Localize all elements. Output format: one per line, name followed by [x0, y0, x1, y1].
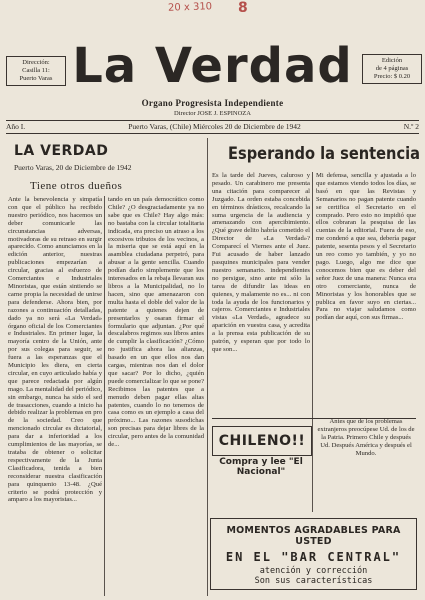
side-note: Antes que de los problemas extranjeros preocúpese Ud. de los de la Patria. Primero Chile y después Ud. Después América y después el Mundo.: [317, 418, 415, 457]
column-divider: [104, 196, 105, 596]
right-heading: Esperando la sentencia: [228, 144, 421, 164]
handwritten-mark: 8: [238, 0, 248, 16]
right-column-1: Es la tarde del Jueves, caluroso y pesado. Un carabinero me presenta una citación para comparecer al Juzgado. La orden estaba concebida en términos drásticos, recalcando la suma urgencia de la audiencia y amenazando con apercibimiento. ¿Qué grave delito habría cometido el Director de «La Verdad»? Comparecí el Viernes ante el Juez. Fui acusado de haber lanzado pasquines municipales para vender nuestro semanario. independientes no persigue, sino ante mi sólo la tarea de difundir las ideas en quienes, y malamente no es... ni con toda la ayuda de los funcionarios y cajeros. Comerciantes e Industriales vistas «La Verdad», agradece su aparición en vuestra casa, y acredita a la prensa esta publicación de su patrón, y esperan que por todo lo que son...: [212, 172, 310, 353]
edition-pages: de 4 páginas: [375, 65, 409, 72]
left-subheading: Tiene otros dueños: [30, 180, 123, 192]
chileno-box: CHILENO!!: [212, 426, 312, 456]
left-column-2: tando en un país democrático como Chile? ¿O desgraciadamente ya no sabe que es Chile? Hay algo más: no bastaba con la circular totalitaria indicada, era preciso un atraso a los excesivos tributos de los vecinos, a la miseria que se está aquí en la asamblea ciudadana perpetró, para abusar a la gente sencilla. Cuando podían darlo simplemente que los interesados en la rebaja llevaran sus libros a la Municipalidad, no lo hacen, sino que amenazaron con multa hasta el doble del valor de la patente a quienes dejen de presentarlos y osaran firmar el formulario que adjuntan. ¿Por qué descalabros regimos sus libros antes de cumplir la clasificación? ¿Cómo no justifica ahora las alianzas, basado en un que ellos nos dan cargas, mientras nos dan el dolor que sacar? Por lo dicho, ¿quién puede comercializar lo que se pone? Recibimos las patentes que a menudo deben pagar ellas altas patentes, cuando lo no tenemos de casa como es un ejemplo a casa del próximo... Las razones susodichas son precisas para dejar libres de la circular, pero antes de la comunidad de...: [108, 196, 204, 449]
left-date: Puerto Varas, 20 de Diciembre de 1942: [14, 163, 132, 172]
edition-box: [362, 54, 422, 84]
edition-price: Precio: $ 0.20: [373, 73, 411, 80]
dateline-year: Año I.: [6, 122, 26, 131]
address-casilla: Casilla 11:: [22, 67, 50, 74]
address-label: Dirección:: [22, 59, 50, 66]
left-column-1: Ante la benevolencia y simpatía con que el público ha recibido nuestro periódico, nos hacemos un deber comunicarle las circunstancias adversas, motivadoras de su retraso en surgir aparecido. Como anunciamos en la edición anterior, nuestras publicaciones empezarían a circular, gracias al esfuerzo de Comerciantes e Industriales Minoristas, que están sintiendo se carne propia la necesidad de unirse para defenderse. Ahora bien, por razones a continuación detalladas, dado ya no será «La Verdad» órgano oficial de los Comerciantes e Industriales. En primer lugar, la mayoría centro de la Unión, ante por sus colegas para seguir, se fuera a las esperanzas que el Municipio les diera, en cierta circular, en cuyo articulado había y que parece redactada por algún mago. La mentalidad del periódico, sin embargo, nunca ha sido el sed de trasacciones, cuando a inicio ha debido realizar la problemas en pro de la sociedad. Creo que mencionado circular es dictatorial, para dar a inferioridad a los cumplimientos de las mayorías, se trataba de obtener o solicitar respectivamente de la Junta Clasificadora, tenida a bien reconsiderar nuestra clasificación para quinquenio 13-48. ¿Qué criterio se podrá protección y amparo a los mayoristas...: [8, 196, 102, 504]
right-column-2: Mi defensa, sencilla y ajustada a lo que estamos viendo todos los días, se basó en que las Revistas y Semanarios no pagan patente cuando se certifica el Secretario en el comprado. Pero esto no impidió que ellos cobraran la pesquisa de las cuentas de la editorial. Fuera de eso, me condenó a que sea, debería pagar patente, sesenta pesos y el Secretario un reo como yo también, y yo no pago. Luego, algo me dice que conocemos bien que es deber del señor Juez de una manera: Nunca era otro comerciante, nunca de Minoristas y los honorables que se publica en favor suyo en ciertas... Para no viajar saludamos como podían dar aquí, con sus firmas...: [316, 172, 416, 322]
rule-top: [6, 120, 419, 121]
ad-line-4: Son sus características: [254, 576, 373, 586]
dateline-number: N.º 2: [403, 122, 419, 131]
masthead-title: La Verdad: [72, 38, 353, 94]
edition-label: Edición: [381, 57, 403, 64]
left-heading: LA VERDAD: [14, 143, 109, 159]
dateline: [6, 122, 419, 131]
ad-line-2: EN EL "BAR CENTRAL": [225, 550, 402, 564]
address-city: Puerto Varas: [19, 75, 53, 82]
masthead-director: Director JOSE J. ESPINOZA: [174, 110, 251, 117]
rule-bottom: [6, 133, 419, 134]
masthead-subtitle: Organo Progresista Independiente: [141, 98, 284, 108]
bar-central-ad: [210, 518, 417, 590]
dateline-place-date: Puerto Varas, (Chile) Miércoles 20 de Diciembre de 1942: [128, 122, 301, 131]
ad-line-3: atención y corrección: [259, 566, 368, 576]
column-divider: [312, 172, 313, 512]
ad-line-1: MOMENTOS AGRADABLES PARA USTED: [226, 525, 401, 547]
column-divider: [207, 138, 208, 596]
handwritten-note: 20 x 310: [167, 1, 213, 14]
chileno-tagline: Compra y lee "El Nacional": [219, 457, 303, 477]
